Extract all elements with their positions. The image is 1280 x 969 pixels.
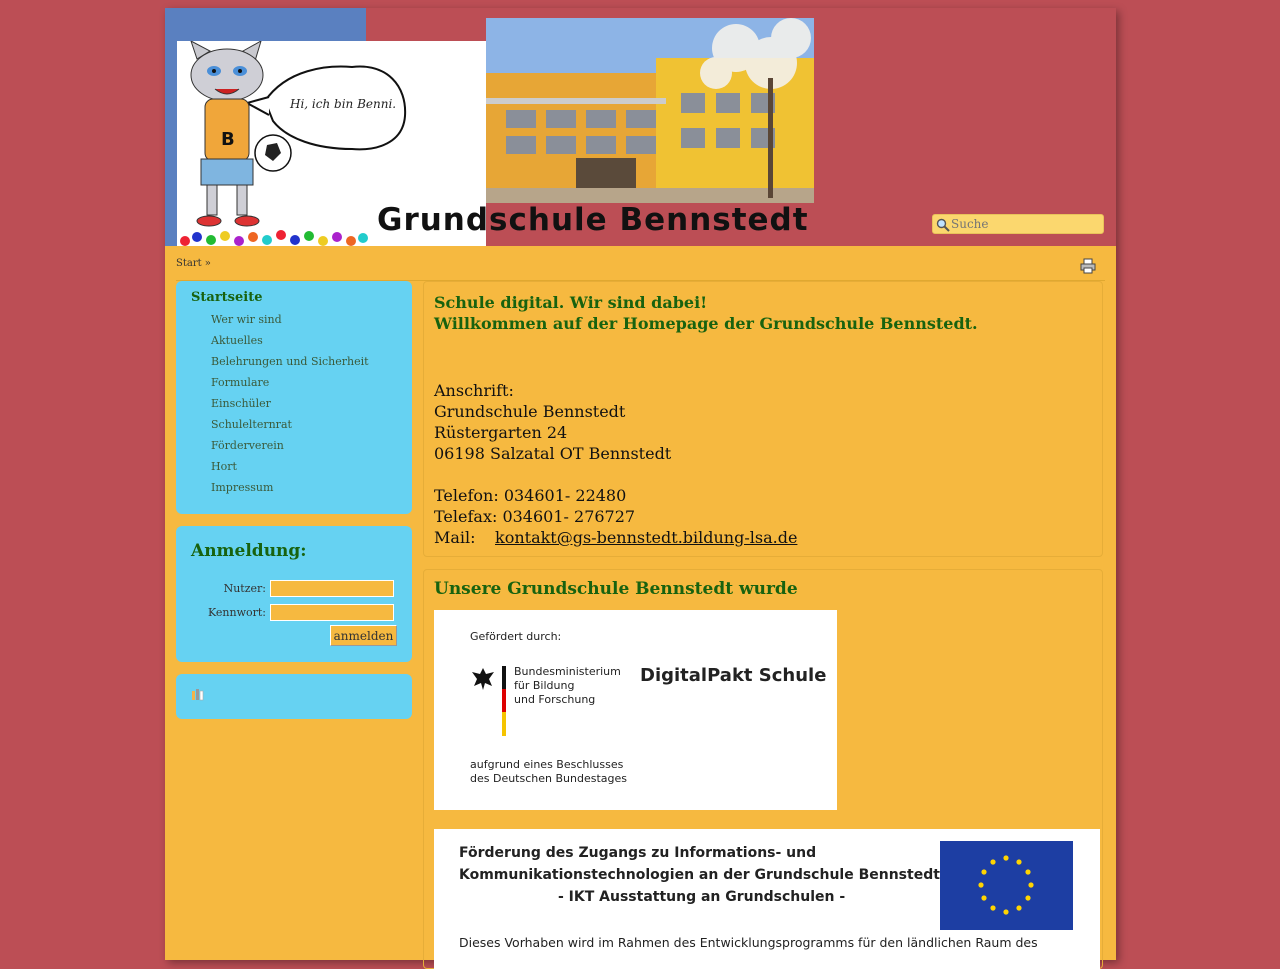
menu-item-wer-wir-sind[interactable]: Wer wir sind (211, 313, 282, 326)
dp-program-name: DigitalPakt Schule (640, 665, 827, 686)
login-panel (176, 526, 412, 662)
welcome-section (423, 281, 1103, 557)
menu-item-belehrungen[interactable]: Belehrungen und Sicherheit (211, 355, 369, 368)
menu-item-aktuelles[interactable]: Aktuelles (211, 334, 263, 347)
eu-funding-notice (434, 829, 1100, 969)
login-button[interactable]: anmelden (330, 625, 397, 646)
funding-section (423, 569, 1103, 969)
fax-number: Telefax: 034601- 276727 (434, 507, 636, 526)
menu-item-formulare[interactable]: Formulare (211, 376, 270, 389)
phone-number: Telefon: 034601- 22480 (434, 486, 627, 505)
dp-ministry-line1: Bundesministerium (514, 665, 621, 678)
digitalpakt-logo (434, 610, 837, 810)
login-title: Anmeldung: (191, 541, 307, 561)
school-building-photo (486, 18, 814, 203)
password-label: Kennwort: (207, 606, 266, 619)
dp-ministry-line3: und Forschung (514, 693, 596, 706)
eu-line2: Kommunikationstechnologien an der Grundschule Bennstedt (459, 867, 940, 883)
address-label: Anschrift: (434, 381, 514, 400)
eu-line1: Förderung des Zugangs zu Informations- und (459, 845, 817, 861)
address-name: Grundschule Bennstedt (434, 402, 626, 421)
counter-icon (192, 689, 208, 701)
dp-decision-line2: des Deutschen Bundestages (470, 772, 627, 785)
mail-link[interactable]: kontakt@gs-bennstedt.bildung-lsa.de (495, 528, 798, 547)
menu-item-einschueler[interactable]: Einschüler (211, 397, 271, 410)
eu-line4: Dieses Vorhaben wird im Rahmen des Entwicklungsprogramms für den ländlichen Raum des (459, 935, 1038, 950)
search-input[interactable] (951, 216, 1101, 232)
eu-flag-icon (940, 841, 1073, 930)
counter-panel (176, 674, 412, 719)
eu-line3: - IKT Ausstattung an Grundschulen - (558, 889, 846, 905)
page (165, 8, 1116, 960)
federal-eagle-icon (470, 666, 496, 692)
menu-item-startseite[interactable]: Startseite (191, 290, 263, 305)
search-icon (936, 218, 950, 232)
dp-decision-line1: aufgrund eines Beschlusses (470, 758, 624, 771)
menu-item-hort[interactable]: Hort (211, 460, 237, 473)
dp-funded-by: Gefördert durch: (470, 630, 562, 643)
ball-pit (180, 230, 368, 246)
print-icon[interactable] (1080, 258, 1096, 274)
menu-item-foerderverein[interactable]: Förderverein (211, 439, 284, 452)
password-input[interactable] (270, 604, 394, 621)
menu-item-impressum[interactable]: Impressum (211, 481, 274, 494)
school-building-illustration (486, 18, 814, 203)
welcome-heading-digital: Schule digital. Wir sind dabei! (434, 293, 708, 312)
funding-heading: Unsere Grundschule Bennstedt wurde (434, 579, 798, 599)
breadcrumb[interactable]: Start » (176, 258, 211, 269)
german-flag-bar (502, 666, 508, 736)
dp-ministry-line2: für Bildung (514, 679, 575, 692)
header (165, 8, 1116, 246)
address-street: Rüstergarten 24 (434, 423, 568, 442)
mascot-shirt-letter: B (221, 129, 235, 150)
address-city: 06198 Salzatal OT Bennstedt (434, 444, 672, 463)
username-label: Nutzer: (223, 582, 266, 595)
speech-bubble-text: Hi, ich bin Benni. (290, 97, 397, 111)
main-menu (176, 281, 412, 514)
school-title: Grundschule Bennstedt (377, 202, 809, 238)
mail-label: Mail: (434, 528, 476, 547)
welcome-heading: Willkommen auf der Homepage der Grundschule Bennstedt. (434, 314, 978, 333)
menu-item-schulelternrat[interactable]: Schulelternrat (211, 418, 292, 431)
search-box[interactable] (932, 214, 1104, 234)
username-input[interactable] (270, 580, 394, 597)
